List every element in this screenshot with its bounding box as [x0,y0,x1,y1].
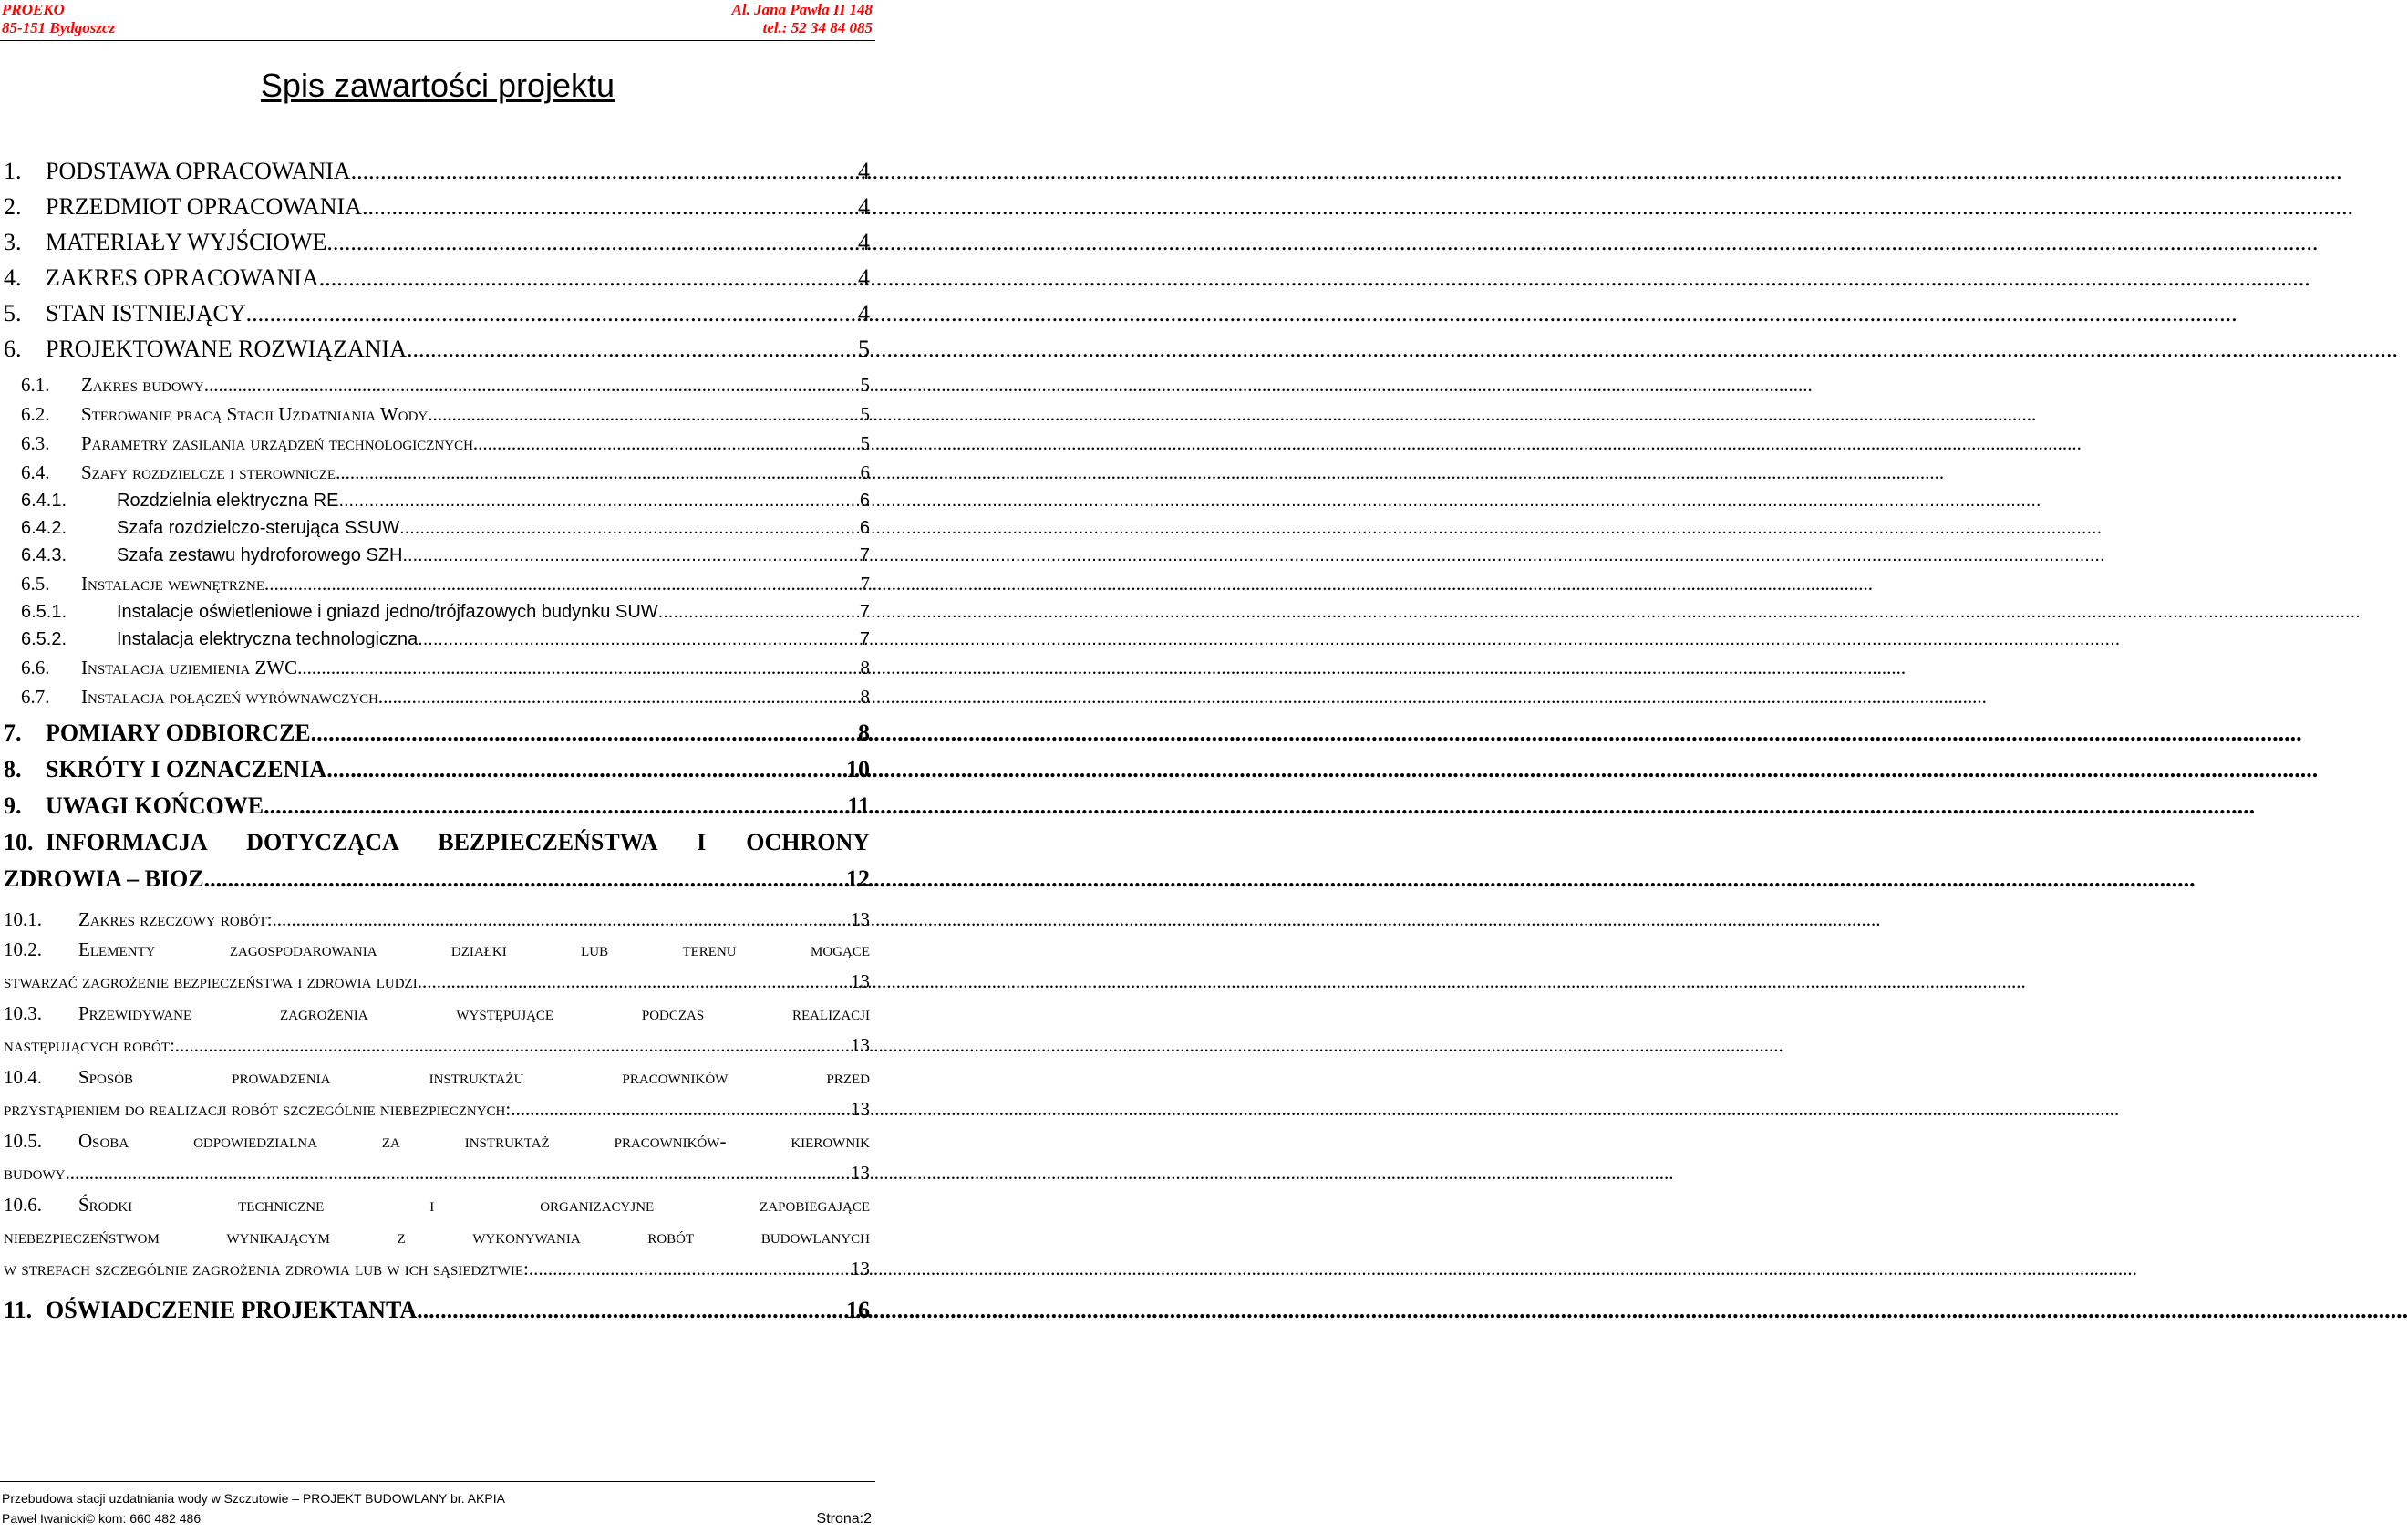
toc-title-line: Przewidywane zagrożenia występujące podczas realizacji [78,1002,870,1024]
toc-title: Rozdzielnia elektryczna RE [117,491,339,511]
toc-entry[interactable] [0,260,870,295]
toc-page: 6 [859,491,870,511]
toc-leader [336,458,858,487]
toc-number: 2. [4,193,22,220]
toc-title: Instalacje oświetleniowe i gniazd jedno/trójfazowych budynku SUW [117,602,658,622]
toc-number: 1. [4,158,22,184]
toc-title-line: Osoba odpowiedzialna za instruktaż pracowników- kierownik [78,1130,870,1152]
toc-entry[interactable] [0,542,870,569]
toc-title: Instalacja elektryczna technologiczna [117,629,419,649]
toc-entry[interactable] [0,370,870,399]
toc-number: 10.3. [4,1002,42,1024]
table-of-contents [0,153,875,1329]
toc-number: 10.1. [4,908,42,930]
company-name: PROEKO [2,1,65,18]
toc-number: 11. [4,1297,33,1323]
toc-title-line: Elementy zagospodarowania działki lub terenu mogące [78,938,870,960]
toc-page: 4 [858,193,870,220]
page-header [0,0,875,42]
toc-title: Zakres rzeczowy robót: [78,908,273,930]
toc-title: stwarzać zagrożenie bezpieczeństwa i zdrowia ludzi [4,970,418,992]
toc-leader [407,331,856,367]
toc-entry[interactable] [0,1062,870,1125]
toc-leader [378,682,859,711]
toc-entry[interactable] [0,682,870,711]
toc-entry[interactable] [0,399,870,429]
toc-leader [264,569,858,598]
toc-page: 7 [860,573,870,595]
toc-page: 6 [859,518,870,538]
toc-entry[interactable] [0,487,870,514]
toc-leader [428,399,858,429]
page-title: Spis zawartości projektu [260,67,615,104]
toc-page: 8 [860,657,870,678]
toc-page: 13 [851,1034,870,1056]
toc-title: OŚWIADCZENIE PROJEKTANTA [46,1297,418,1323]
toc-title: następujących robót: [4,1034,175,1056]
toc-page: 8 [858,720,870,746]
toc-entry[interactable] [0,905,870,934]
toc-title: Sterowanie pracą Stacji Uzdatniania Wody [81,403,429,425]
toc-page: 7 [859,602,870,622]
toc-number: 10.4. [4,1066,42,1088]
toc-leader [658,598,858,626]
toc-page: 11 [847,792,870,819]
toc-page: 5 [858,336,870,362]
toc-entry[interactable] [0,751,870,788]
toc-page: 8 [860,686,870,708]
toc-number: 7. [4,720,22,746]
toc-leader [66,1157,850,1189]
toc-entry[interactable] [0,153,870,189]
footer-rule [0,1481,875,1482]
toc-page: 6 [860,461,870,483]
toc-number: 6.1. [21,374,50,396]
toc-page: 5 [860,432,870,454]
toc-title: POMIARY ODBIORCZE [46,720,311,746]
toc-page: 10 [846,756,870,782]
toc-number: 10.2. [4,938,42,960]
toc-number: 4. [4,264,22,291]
company-street: Al. Jana Pawła II 148 [731,1,873,18]
footer-author: Paweł Iwanicki© kom: 660 482 486 [2,1511,202,1526]
toc-leader [273,905,850,934]
toc-title: Instalacje wewnętrzne [81,573,265,595]
toc-title: SKRÓTY I OZNACZENIA [46,756,327,782]
toc-leader [338,487,857,514]
toc-page: 7 [859,629,870,649]
toc-entry[interactable] [0,569,870,598]
toc-page: 4 [858,300,870,326]
toc-number: 9. [4,792,22,819]
toc-page: 16 [846,1297,870,1323]
toc-page: 13 [851,1098,870,1120]
toc-entry[interactable] [0,224,870,260]
toc-title: Instalacja połączeń wyrównawczych [81,686,378,708]
toc-leader [204,861,844,897]
toc-number: 6.4.2. [21,518,67,538]
header-rule [0,40,875,41]
toc-title: Szafa zestawu hydroforowego SZH [117,545,403,565]
toc-page: 13 [851,1162,870,1184]
toc-number: 6.6. [21,657,50,678]
toc-leader [319,260,856,295]
toc-leader [403,542,858,569]
toc-number: 10.5. [4,1130,42,1152]
toc-entry[interactable] [0,934,870,998]
toc-page: 5 [860,403,870,425]
toc-title: Parametry zasilania urządzeń technologicznych [81,432,473,454]
toc-entry[interactable] [0,653,870,682]
company-city: 85-151 Bydgoszcz [2,19,116,36]
toc-title: w strefach szczególnie zagrożenia zdrowia lub w ich sąsiedztwie: [4,1258,529,1279]
toc-leader [311,715,856,751]
toc-number: 10.6. [4,1194,42,1216]
toc-title: UWAGI KOŃCOWE [46,792,264,819]
toc-title: PROJEKTOWANE ROZWIĄZANIA [46,336,407,362]
toc-leader [362,189,856,224]
toc-entry[interactable] [0,514,870,542]
toc-number: 6.4.3. [21,545,67,565]
toc-page: 13 [851,970,870,992]
toc-entry[interactable] [0,788,870,824]
toc-entry[interactable] [0,429,870,458]
company-phone: tel.: 52 34 84 085 [762,19,873,36]
toc-leader [417,1292,844,1329]
toc-page: 13 [851,1258,870,1279]
toc-page: 5 [860,374,870,396]
toc-leader [297,653,858,682]
toc-leader [326,224,856,260]
toc-number: 3. [4,229,22,255]
toc-title: Instalacja uziemienia ZWC [81,657,298,678]
toc-entry[interactable] [0,824,870,897]
toc-entry[interactable] [0,998,870,1062]
toc-number: 6.2. [21,403,50,425]
toc-number: 6.4.1. [21,491,67,511]
toc-title: przystąpieniem do realizacji robót szczególnie niebezpiecznych: [4,1098,512,1120]
toc-number: 6.5.1. [21,602,67,622]
toc-entry[interactable] [0,715,870,751]
toc-title-line: INFORMACJA DOTYCZĄCA BEZPIECZEŃSTWA I OCHRONY [46,829,870,855]
toc-leader [418,966,849,998]
toc-number: 6.4. [21,461,50,483]
toc-number: 6.5. [21,573,50,595]
toc-leader [175,1030,849,1062]
toc-leader [418,626,858,653]
footer-project: Przebudowa stacji uzdatniania wody w Szczutowie – PROJEKT BUDOWLANY br. AKPIA [2,1491,505,1506]
page-footer [0,1481,875,1533]
toc-entry[interactable] [0,295,870,331]
toc-entry[interactable] [0,1189,870,1285]
toc-number: 6. [4,336,22,362]
toc-title-line: niebezpieczeństwom wynikającym z wykonywania robót budowlanych [4,1226,870,1248]
toc-entry[interactable] [0,598,870,626]
toc-number: 6.7. [21,686,50,708]
toc-title: MATERIAŁY WYJŚCIOWE [46,229,327,255]
toc-number: 6.5.2. [21,629,67,649]
toc-title: Szafa rozdzielczo-sterująca SSUW [117,518,400,538]
toc-entry[interactable] [0,331,870,367]
toc-title: PODSTAWA OPRACOWANIA [46,158,351,184]
toc-page: 4 [858,229,870,255]
toc-leader [246,295,856,331]
footer-page-number: Strona:2 [816,1511,872,1527]
toc-page: 12 [846,865,870,892]
toc-page: 4 [858,158,870,184]
toc-leader [473,429,859,458]
toc-title: budowy [4,1162,66,1184]
toc-title: ZAKRES OPRACOWANIA [46,264,319,291]
toc-entry[interactable] [0,1125,870,1189]
toc-page: 4 [858,264,870,291]
toc-number: 8. [4,756,22,782]
toc-page: 7 [859,545,870,565]
toc-leader [264,788,845,824]
toc-title-line: Środki techniczne i organizacyjne zapobiegające [78,1194,870,1216]
toc-leader [351,153,856,189]
toc-leader [326,751,844,788]
toc-title: PRZEDMIOT OPRACOWANIA [46,193,362,220]
toc-number: 6.3. [21,432,50,454]
toc-number: 5. [4,300,22,326]
toc-number: 10. [4,829,34,855]
toc-entry[interactable] [0,1292,870,1329]
toc-page: 13 [851,908,870,930]
toc-leader [511,1093,849,1125]
toc-title: STAN ISTNIEJĄCY [46,300,246,326]
toc-title-line: Sposób prowadzenia instruktażu pracowników przed [78,1066,870,1088]
toc-entry[interactable] [0,189,870,224]
toc-title: Szafy rozdzielcze i sterownicze [81,461,336,483]
toc-entry[interactable] [0,458,870,487]
toc-title: ZDROWIA – BIOZ [4,865,204,892]
toc-title: Zakres budowy [81,374,204,396]
toc-leader [529,1253,849,1285]
toc-entry[interactable] [0,626,870,653]
toc-leader [399,514,858,542]
toc-leader [204,370,859,399]
